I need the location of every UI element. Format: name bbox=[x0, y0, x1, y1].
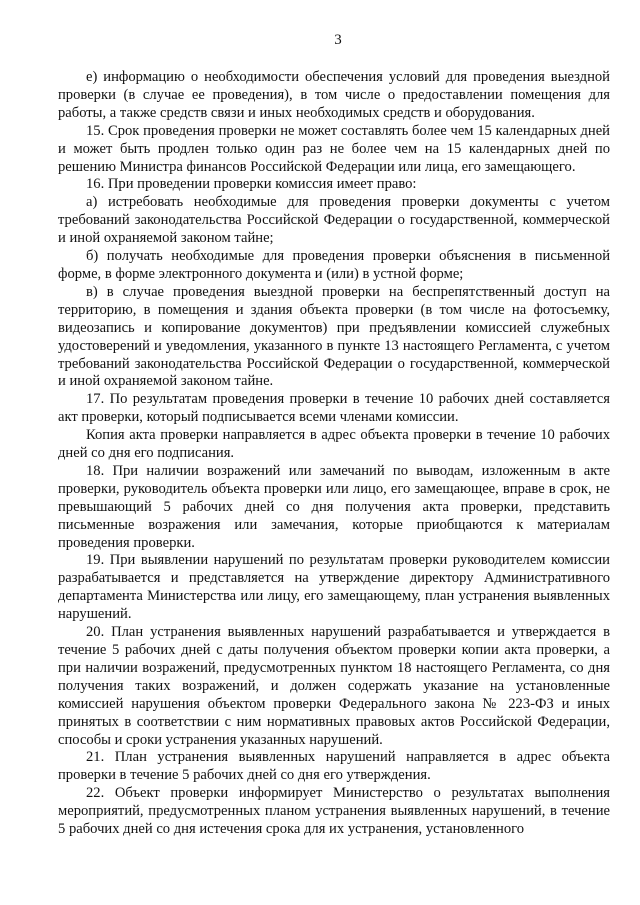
paragraph-17-copy: Копия акта проверки направляется в адрес объекта проверки в течение 10 рабочих дней со дня его подписания. bbox=[58, 427, 610, 462]
paragraph-21-plan-sent: 21. План устранения выявленных нарушений направляется в адрес объекта проверки в течение 5 рабочих дней со дня его утверждения. bbox=[58, 749, 610, 784]
paragraph-22-informs: 22. Объект проверки информирует Министерство о результатах выполнения мероприятий, предусмотренных планом устранения выявленных нарушений, в течение 5 рабочих дней со дня истечения срока для их устранения, установленного bbox=[58, 785, 610, 838]
paragraph-20-plan: 20. План устранения выявленных нарушений разрабатывается и утверждается в течение 5 рабочих дней с даты получения объектом проверки копии акта проверки, а при наличии возражений, предусмотренных пунктом 18 настоящего Регламента, со дня получения таких возражений, и должен содержать указание на установленные комиссией нарушения объектом проверки Федерального закона № 223-ФЗ и иных принятых в соответствии с ним нормативных правовых актов Российской Федерации, способы и сроки устранения указанных нарушений. bbox=[58, 624, 610, 748]
paragraph-16c: в) в случае проведения выездной проверки на беспрепятственный доступ на территорию, в помещения и здания объекта проверки (в том числе на фотосъемку, видеозапись и копирование документов) при предъявлении комиссией служебных удостоверений и уведомления, указанного в пункте 13 настоящего Регламента, с учетом требований законодательства Российской Федерации о государственной, коммерческой и иной охраняемой законом тайне. bbox=[58, 283, 610, 390]
paragraph-15-term: 15. Срок проведения проверки не может составлять более чем 15 календарных дней и может быть продлен только один раз не более чем на 15 календарных дней по решению Министра финансов Российской Федерации или лица, его замещающего. bbox=[58, 122, 610, 175]
paragraph-16a: а) истребовать необходимые для проведения проверки документы с учетом требований законодательства Российской Федерации о государственной, коммерческой и иной охраняемой законом тайне; bbox=[58, 194, 610, 247]
paragraph-19-violations: 19. При выявлении нарушений по результатам проверки руководителем комиссии разрабатывается и представляется на утверждение директору Административного департамента Министерства или лицу, его замещающему, план устранения выявленных нарушений. bbox=[58, 552, 610, 623]
page-number: 3 bbox=[334, 32, 342, 48]
paragraph-17-act: 17. По результатам проведения проверки в течение 10 рабочих дней составляется акт проверки, который подписывается всеми членами комиссии. bbox=[58, 391, 610, 426]
paragraph-18-objections: 18. При наличии возражений или замечаний по выводам, изложенным в акте проверки, руководитель объекта проверки или лицо, его замещающее, вправе в срок, не превышающий 5 рабочих дней со дня получения акта проверки, представить письменные возражения или замечания, которые приобщаются к материалам проведения проверки. bbox=[58, 462, 610, 551]
paragraph-16b: б) получать необходимые для проведения проверки объяснения в письменной форме, в форме электронного документа и (или) в устной форме; bbox=[58, 248, 610, 282]
paragraph-e-conditions: е) информацию о необходимости обеспечения условий для проведения выездной проверки (в случае ее проведения), в том числе о предоставлении помещения для работы, а также средств связи и иных необходимых средств и оборудования. bbox=[58, 69, 610, 121]
paragraph-16-rights: 16. При проведении проверки комиссия имеет право: bbox=[86, 176, 417, 193]
